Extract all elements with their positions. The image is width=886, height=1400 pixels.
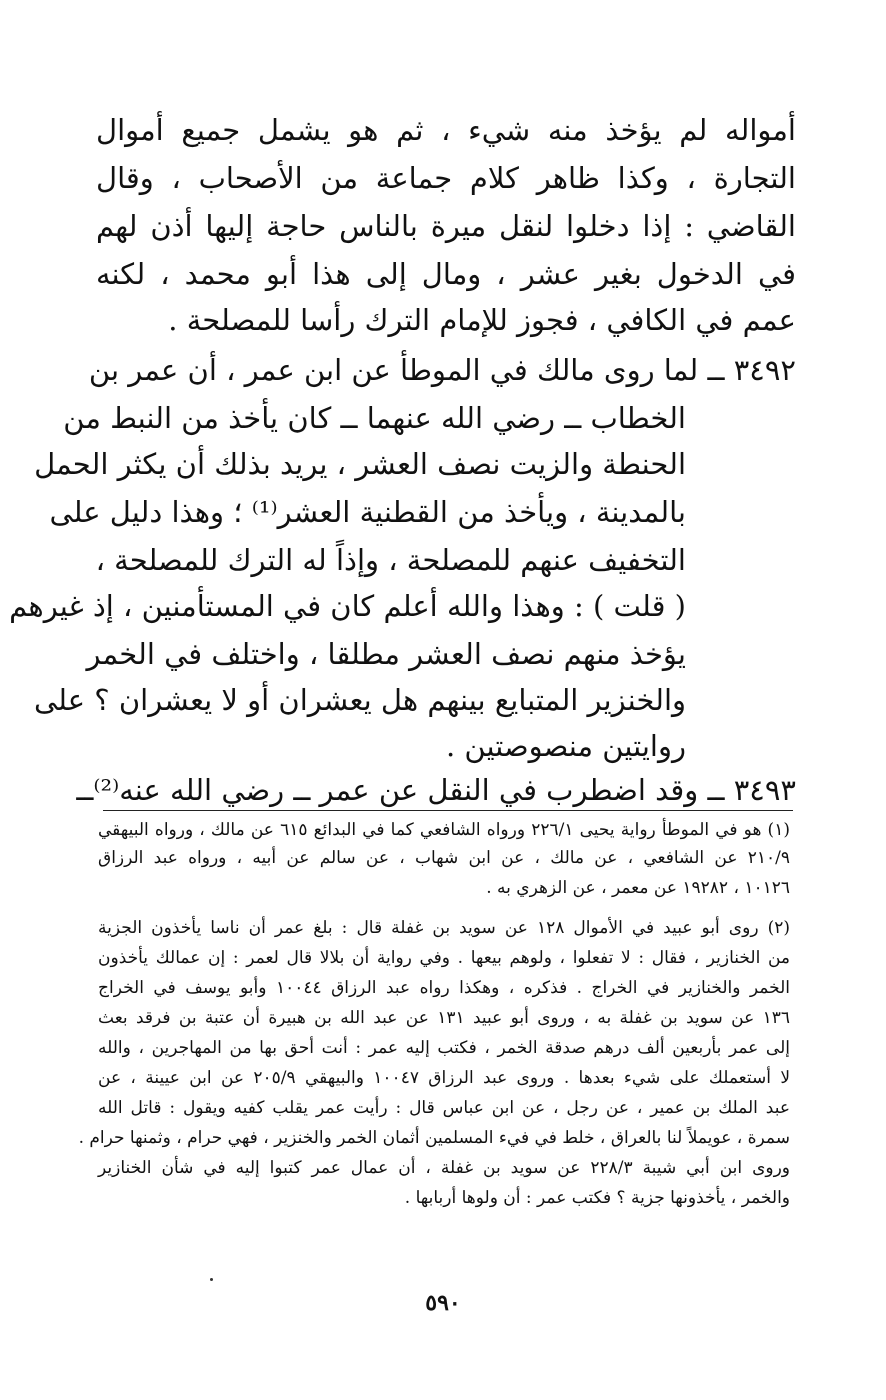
paragraph-3493-first-line bbox=[76, 767, 796, 813]
main-text-line: التخفيف عنهم للمصلحة ، وإذاً له الترك للمصلحة ، bbox=[95, 543, 686, 577]
footnote-2-line: سمرة ، عويملاً لنا بالعراق ، خلط في فيء المسلمين أثمان الخمر والخنزير ، فهي حرام ، وثمنها حرام . bbox=[78, 1128, 790, 1148]
main-text-line: القاضي : إذا دخلوا لنقل ميرة بالناس حاجة إليها أذن لهم bbox=[96, 209, 796, 243]
footnote-2-line: والخمر ، يأخذونها جزية ؟ فكتب عمر : أن ولوها أربابها . bbox=[404, 1188, 790, 1208]
footnote-2-line: (٢) روى أبو عبيد في الأموال ١٢٨ عن سويد بن غفلة قال : بلغ عمر أن ناسا يأخذون الجزية bbox=[98, 918, 790, 938]
main-text-line: أمواله لم يؤخذ منه شيء ، ثم هو يشمل جميع أموال bbox=[96, 113, 796, 147]
main-text-line: عمم في الكافي ، فجوز للإمام الترك رأسا للمصلحة . bbox=[168, 303, 796, 337]
main-text-line: في الدخول بغير عشر ، ومال إلى هذا أبو محمد ، لكنه bbox=[96, 257, 796, 291]
footnote-1-line: (١) هو في الموطأ رواية يحيى ٢٢٦/١ ورواه الشافعي كما في البدائع ٦١٥ عن مالك ، ورواه البيهقي bbox=[98, 820, 790, 840]
paragraph-number: ٣٤٩٢ bbox=[733, 353, 796, 387]
paragraph-3492-first-line bbox=[88, 347, 796, 393]
paragraph-text: ــ لما روى مالك في الموطأ عن ابن عمر ، أن عمر بن bbox=[88, 353, 725, 387]
main-text-line: ( قلت ) : وهذا والله أعلم كان في المستأمنين ، إذ غيرهم bbox=[9, 589, 686, 623]
main-text-line: والخنزير المتبايع بينهم هل يعشران أو لا يعشران ؟ على bbox=[33, 683, 686, 717]
footnote-1-line: ٢١٠/٩ عن الشافعي ، عن مالك ، عن ابن شهاب ، عن سالم عن أبيه ، ورواه عبد الرزاق bbox=[98, 848, 790, 868]
paragraph-text: ــ وقد اضطرب في النقل عن عمر ــ رضي الله عنه⁽²⁾ــ bbox=[76, 773, 725, 807]
footnote-2-line: ١٣٦ عن سويد بن غفلة به ، وروى أبو عبيد ١٣١ عن عبد الله بن هبيرة أن عتبة بن فرقد بعث bbox=[98, 1008, 790, 1028]
footnote-1-line: ١٠١٢٦ ، ١٩٢٨٢ عن معمر ، عن الزهري به . bbox=[486, 878, 790, 898]
paragraph-number: ٣٤٩٣ bbox=[733, 773, 796, 807]
main-text-line: الخطاب ــ رضي الله عنهما ــ كان يأخذ من النبط من bbox=[63, 401, 686, 435]
footnote-2-line: لا أستعملك على شيء بعدها . وروى عبد الرزاق ١٠٠٤٧ والبيهقي ٢٠٥/٩ عن ابن عيينة ، عن bbox=[98, 1068, 791, 1088]
main-text-line: التجارة ، وكذا ظاهر كلام جماعة من الأصحاب ، وقال bbox=[96, 161, 796, 195]
footnote-2-line: عبد الملك بن عمير ، عن رجل ، عن ابن عباس قال : رأيت عمر يقلب كفيه ويقول : قاتل الله bbox=[98, 1098, 790, 1118]
footnote-separator bbox=[103, 810, 793, 811]
footnote-2-line: وروى ابن أبي شيبة ٢٢٨/٣ عن سويد بن غفلة ، أن عمال عمر كتبوا إليه في شأن الخنازير bbox=[98, 1158, 790, 1178]
main-text-line: بالمدينة ، ويأخذ من القطنية العشر⁽¹⁾ ؛ وهذا دليل على bbox=[49, 495, 686, 529]
main-text-line: يؤخذ منهم نصف العشر مطلقا ، واختلف في الخمر bbox=[86, 637, 686, 671]
stray-dot bbox=[210, 1278, 213, 1281]
page-number: ٥٩٠ bbox=[425, 1290, 461, 1316]
main-text-line: الحنطة والزيت نصف العشر ، يريد بذلك أن يكثر الحمل bbox=[34, 447, 686, 481]
footnote-2-line: الخمر والخنازير في الخراج . فذكره ، وهكذا رواه عبد الرزاق ١٠٠٤٤ وأبو يوسف في الخراج bbox=[98, 978, 790, 998]
footnote-2-line: من الخنازير ، فقال : لا تفعلوا ، ولوهم بيعها . وفي رواية أن بلالا قال لعمر : إن عمالك يأخذون bbox=[98, 948, 790, 968]
main-text-line: روايتين منصوصتين . bbox=[446, 729, 686, 763]
footnote-2-line: إلى عمر بأربعين ألف درهم صدقة الخمر ، فكتب إليه عمر : أنت أحق بها من المهاجرين ، والله bbox=[98, 1038, 790, 1058]
